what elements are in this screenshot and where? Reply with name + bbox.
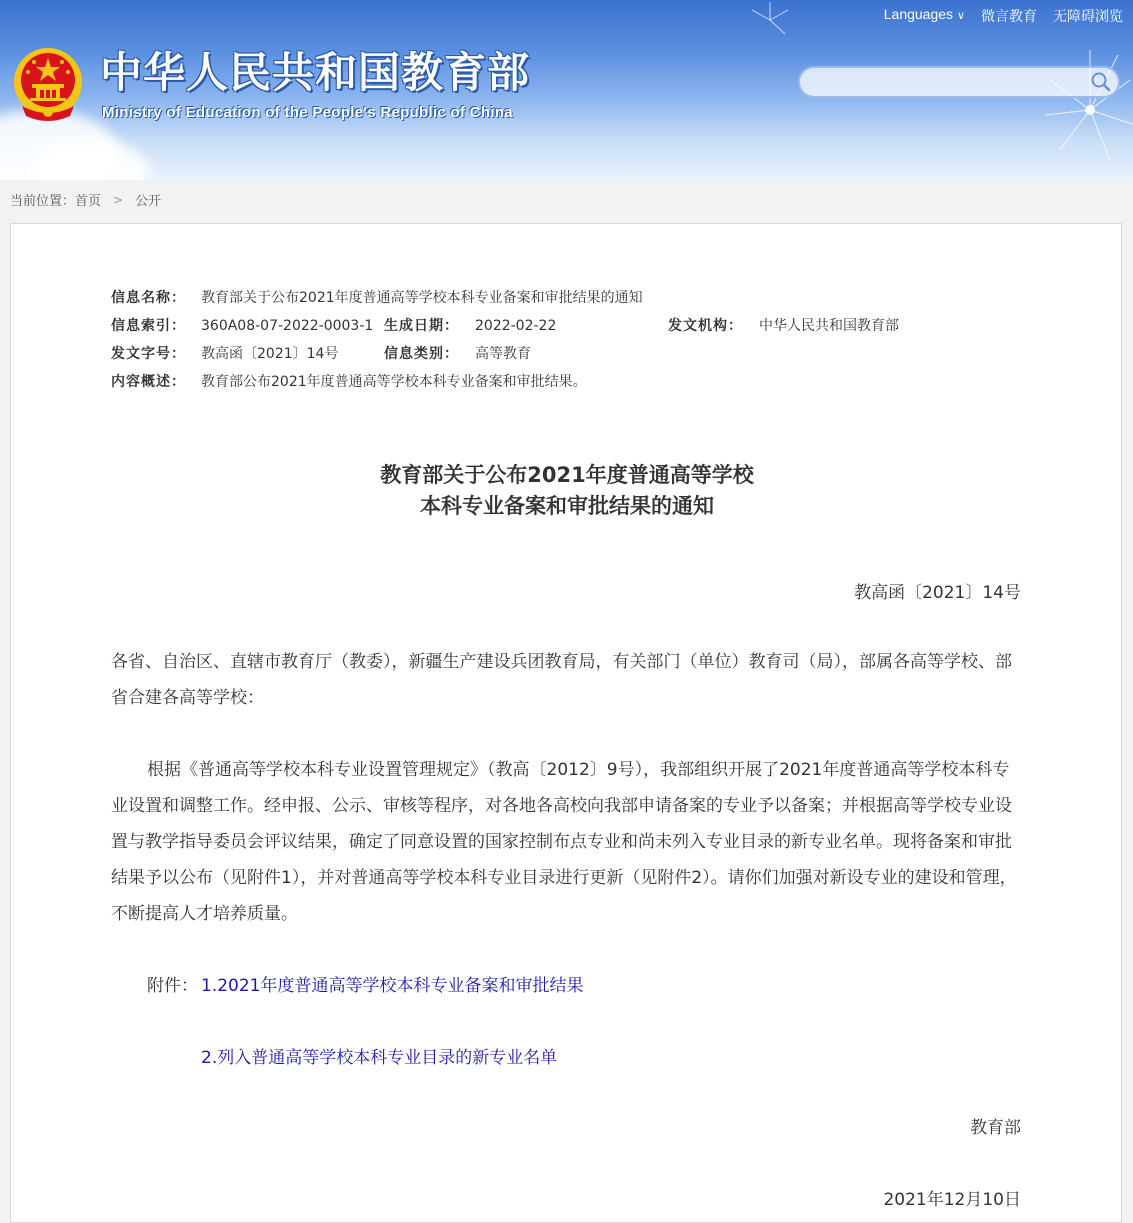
search-icon[interactable]: [1090, 71, 1112, 93]
breadcrumb-current-link[interactable]: 公开: [135, 194, 162, 209]
meta-category-value: 高等教育: [475, 346, 531, 362]
dandelion-decoration: [1040, 40, 1133, 180]
meta-index-value: 360A08-07-2022-0003-1: [201, 318, 374, 334]
meta-docno-label: 发文字号：: [111, 346, 186, 362]
weiyan-link[interactable]: 微言教育: [981, 9, 1037, 25]
meta-index-label: 信息索引：: [111, 318, 186, 334]
document-signer: 教育部: [970, 1118, 1021, 1138]
meta-docno-value: 教高函〔2021〕14号: [201, 346, 339, 362]
meta-org-value: 中华人民共和国教育部: [759, 318, 899, 334]
info-metadata: [111, 284, 899, 396]
document-sign-date: 2021年12月10日: [883, 1190, 1021, 1210]
site-subtitle: Ministry of Education of the People's Republic of China: [102, 104, 513, 121]
languages-label: Languages: [883, 6, 954, 22]
languages-dropdown[interactable]: [884, 6, 965, 26]
accessible-browse-link[interactable]: 无障碍浏览: [1053, 9, 1123, 25]
document-salutation: 各省、自治区、直辖市教育厅（教委），新疆生产建设兵团教育局，有关部门（单位）教育司（局），部属各高等学校、部省合建各高等学校：: [111, 652, 1012, 708]
meta-row-index: [111, 312, 899, 340]
meta-org-label: 发文机构：: [668, 318, 743, 334]
document-body-paragraph: 根据《普通高等学校本科专业设置管理规定》（教高〔2012〕9号），我部组织开展了2021年度普通高等学校本科专业设置和调整工作。经申报、公示、审核等程序，对各地各高校向我部申请备案的专业予以备案；并根据高等学校专业设置与教学指导委员会评议结果，确定了同意设置的国家控制布点专业和尚未列入专业目录的新专业名单。现将备案和审批结果予以公布（见附件1），并对普通高等学校本科专业目录进行更新（见附件2）。请你们加强对新设专业的建设和管理，不断提高人才培养质量。: [111, 760, 1017, 924]
attachment-label: 附件：: [147, 976, 198, 996]
meta-category-label: 信息类别：: [384, 346, 459, 362]
meta-name-label: 信息名称：: [111, 290, 186, 306]
meta-name-value: 教育部关于公布2021年度普通高等学校本科专业备案和审批结果的通知: [201, 290, 643, 306]
national-emblem-icon: [12, 46, 84, 124]
header-banner: [0, 0, 1133, 180]
attachment-link-2[interactable]: 2.列入普通高等学校本科专业目录的新专业名单: [201, 1048, 558, 1068]
top-links: [884, 6, 1123, 26]
meta-date-value: 2022-02-22: [475, 318, 557, 334]
meta-summary-value: 教育部公布2021年度普通高等学校本科专业备案和审批结果。: [201, 374, 587, 390]
meta-row-summary: [111, 368, 899, 396]
document-title: [11, 460, 1123, 522]
meta-summary-label: 内容概述：: [111, 374, 186, 390]
search-box: [798, 66, 1120, 98]
site-title: 中华人民共和国教育部: [100, 48, 531, 97]
meta-date-label: 生成日期：: [384, 318, 459, 334]
breadcrumb: [10, 190, 161, 209]
dandelion-decoration: [740, 0, 800, 40]
document-title-line1: 教育部关于公布2021年度普通高等学校: [380, 463, 754, 487]
breadcrumb-home-link[interactable]: 首页: [75, 194, 102, 209]
content-panel: [10, 223, 1122, 1223]
attachment-link-1[interactable]: 1.2021年度普通高等学校本科专业备案和审批结果: [201, 976, 584, 996]
chevron-right-icon: >: [113, 192, 124, 207]
document-title-line2: 本科专业备案和审批结果的通知: [420, 494, 714, 518]
meta-row-name: [111, 284, 899, 312]
breadcrumb-prefix: 当前位置：: [10, 194, 76, 209]
search-input[interactable]: [810, 71, 1084, 95]
document-number: 教高函〔2021〕14号: [854, 583, 1021, 603]
meta-row-docno: [111, 340, 899, 368]
chevron-down-icon: ∨: [956, 10, 965, 22]
